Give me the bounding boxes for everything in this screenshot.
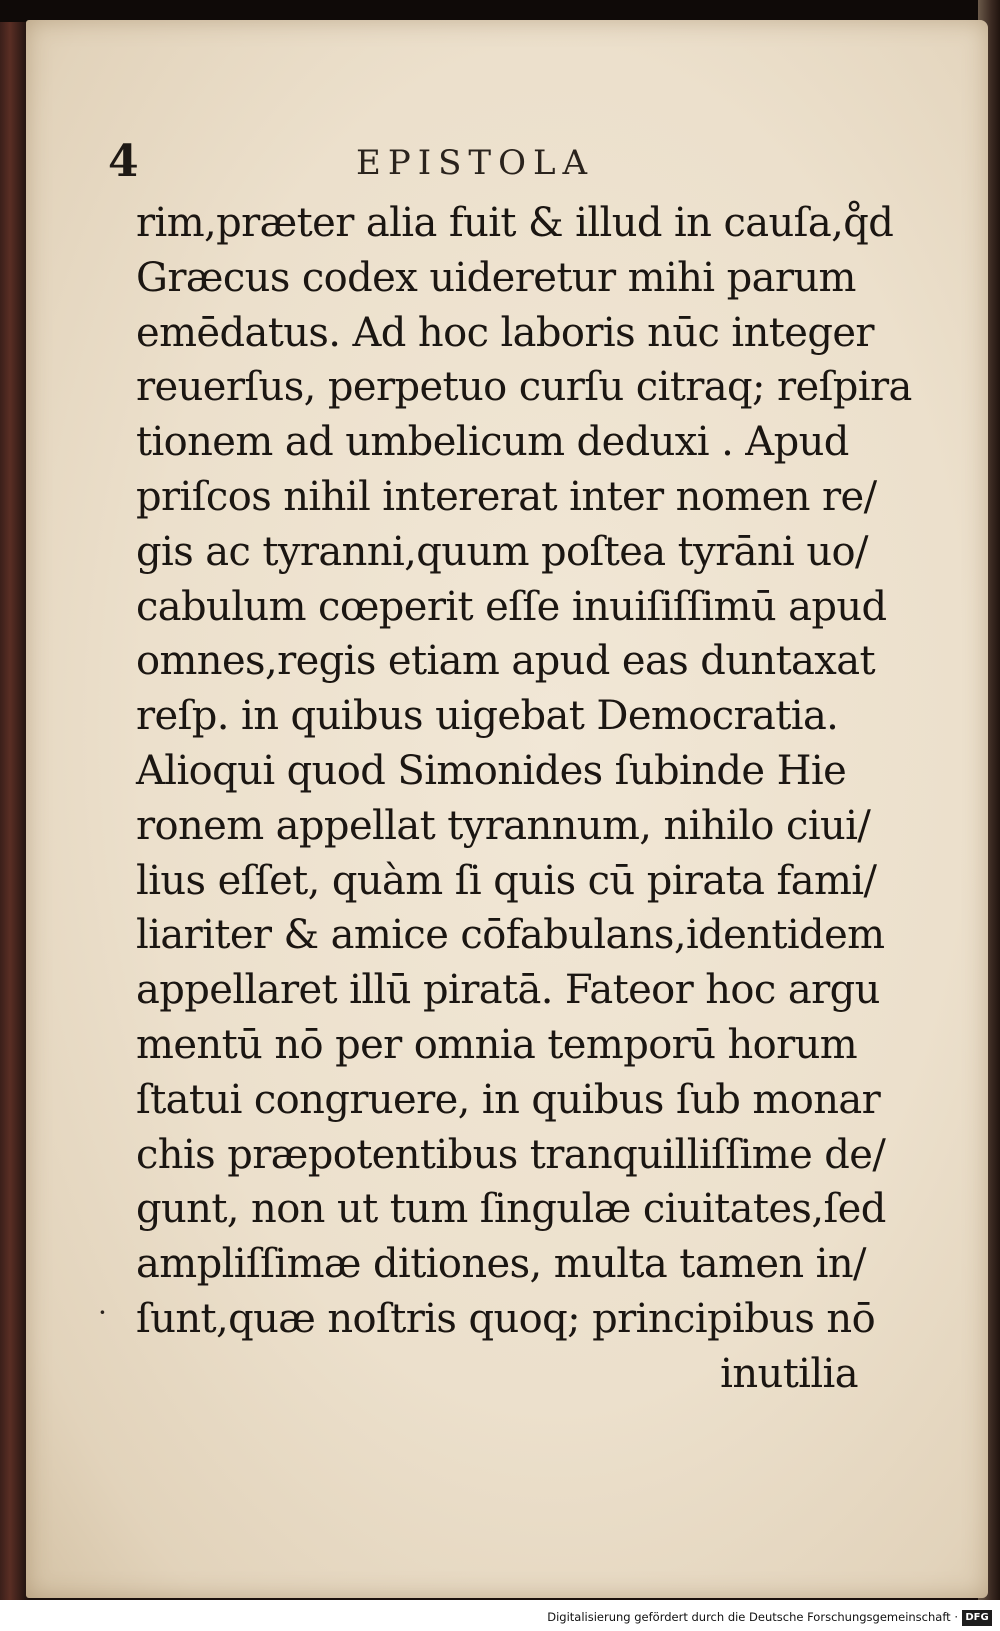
text-line: ampliſſimæ ditiones, multa tamen in/ bbox=[136, 1241, 866, 1288]
text-line: reuerſus, perpetuo curſu citraq; reſpira bbox=[136, 364, 912, 411]
last-text-line: inutilia bbox=[720, 1350, 858, 1397]
digitization-footer bbox=[0, 1600, 1000, 1631]
text-line: reſp. in quibus uigebat Democratia. bbox=[136, 693, 839, 740]
text-line: ronem appellat tyrannum, nihilo ciui/ bbox=[136, 802, 871, 849]
body-text bbox=[136, 196, 912, 1402]
text-line: mentū nō per omnia temporū horum bbox=[136, 1021, 858, 1068]
text-line: rim,præter alia fuit & illud in cauſa,q̊d bbox=[136, 200, 894, 246]
text-line: chis præpotentibus tranquilliſſime de/ bbox=[136, 1131, 886, 1178]
text-line: gunt, non ut tum ſingulæ ciuitates,ſed bbox=[136, 1186, 886, 1233]
footer-credit: Digitalisierung gefördert durch die Deutsche Forschungsgemeinschaft · bbox=[547, 1610, 958, 1624]
marginal-mark: · bbox=[98, 1296, 107, 1329]
top-shadow bbox=[0, 0, 1000, 22]
text-line: gis ac tyranni,quum poſtea tyrāni uo/ bbox=[136, 528, 868, 575]
text-line: ſtatui congruere, in quibus ſub monar bbox=[136, 1076, 881, 1123]
text-line: omnes,regis etiam apud eas duntaxat bbox=[136, 638, 875, 685]
text-line: cabulum cœperit eſſe inuiſiſſimū apud bbox=[136, 583, 887, 630]
running-head: EPISTOLA bbox=[356, 143, 595, 183]
dfg-logo-icon: DFG bbox=[962, 1610, 992, 1626]
page-number: 4 bbox=[108, 136, 139, 187]
text-line: priſcos nihil intererat inter nomen re/ bbox=[136, 473, 877, 520]
text-line: Græcus codex uideretur mihi parum bbox=[136, 254, 856, 301]
text-line: Alioqui quod Simonides ſubinde Hie bbox=[136, 747, 847, 794]
text-line: ſunt,quæ noſtris quoq; principibus nō bbox=[136, 1295, 876, 1342]
text-line: lius eſſet, quàm ſi quis cū pirata fami/ bbox=[136, 857, 877, 904]
text-line: tionem ad umbelicum deduxi . Apud bbox=[136, 419, 849, 466]
book-page bbox=[26, 20, 988, 1598]
text-line: liariter & amice cōfabulans,identidem bbox=[136, 912, 885, 959]
text-line: emēdatus. Ad hoc laboris nūc integer bbox=[136, 309, 874, 356]
text-line: appellaret illū piratā. Fateor hoc argu bbox=[136, 967, 880, 1014]
